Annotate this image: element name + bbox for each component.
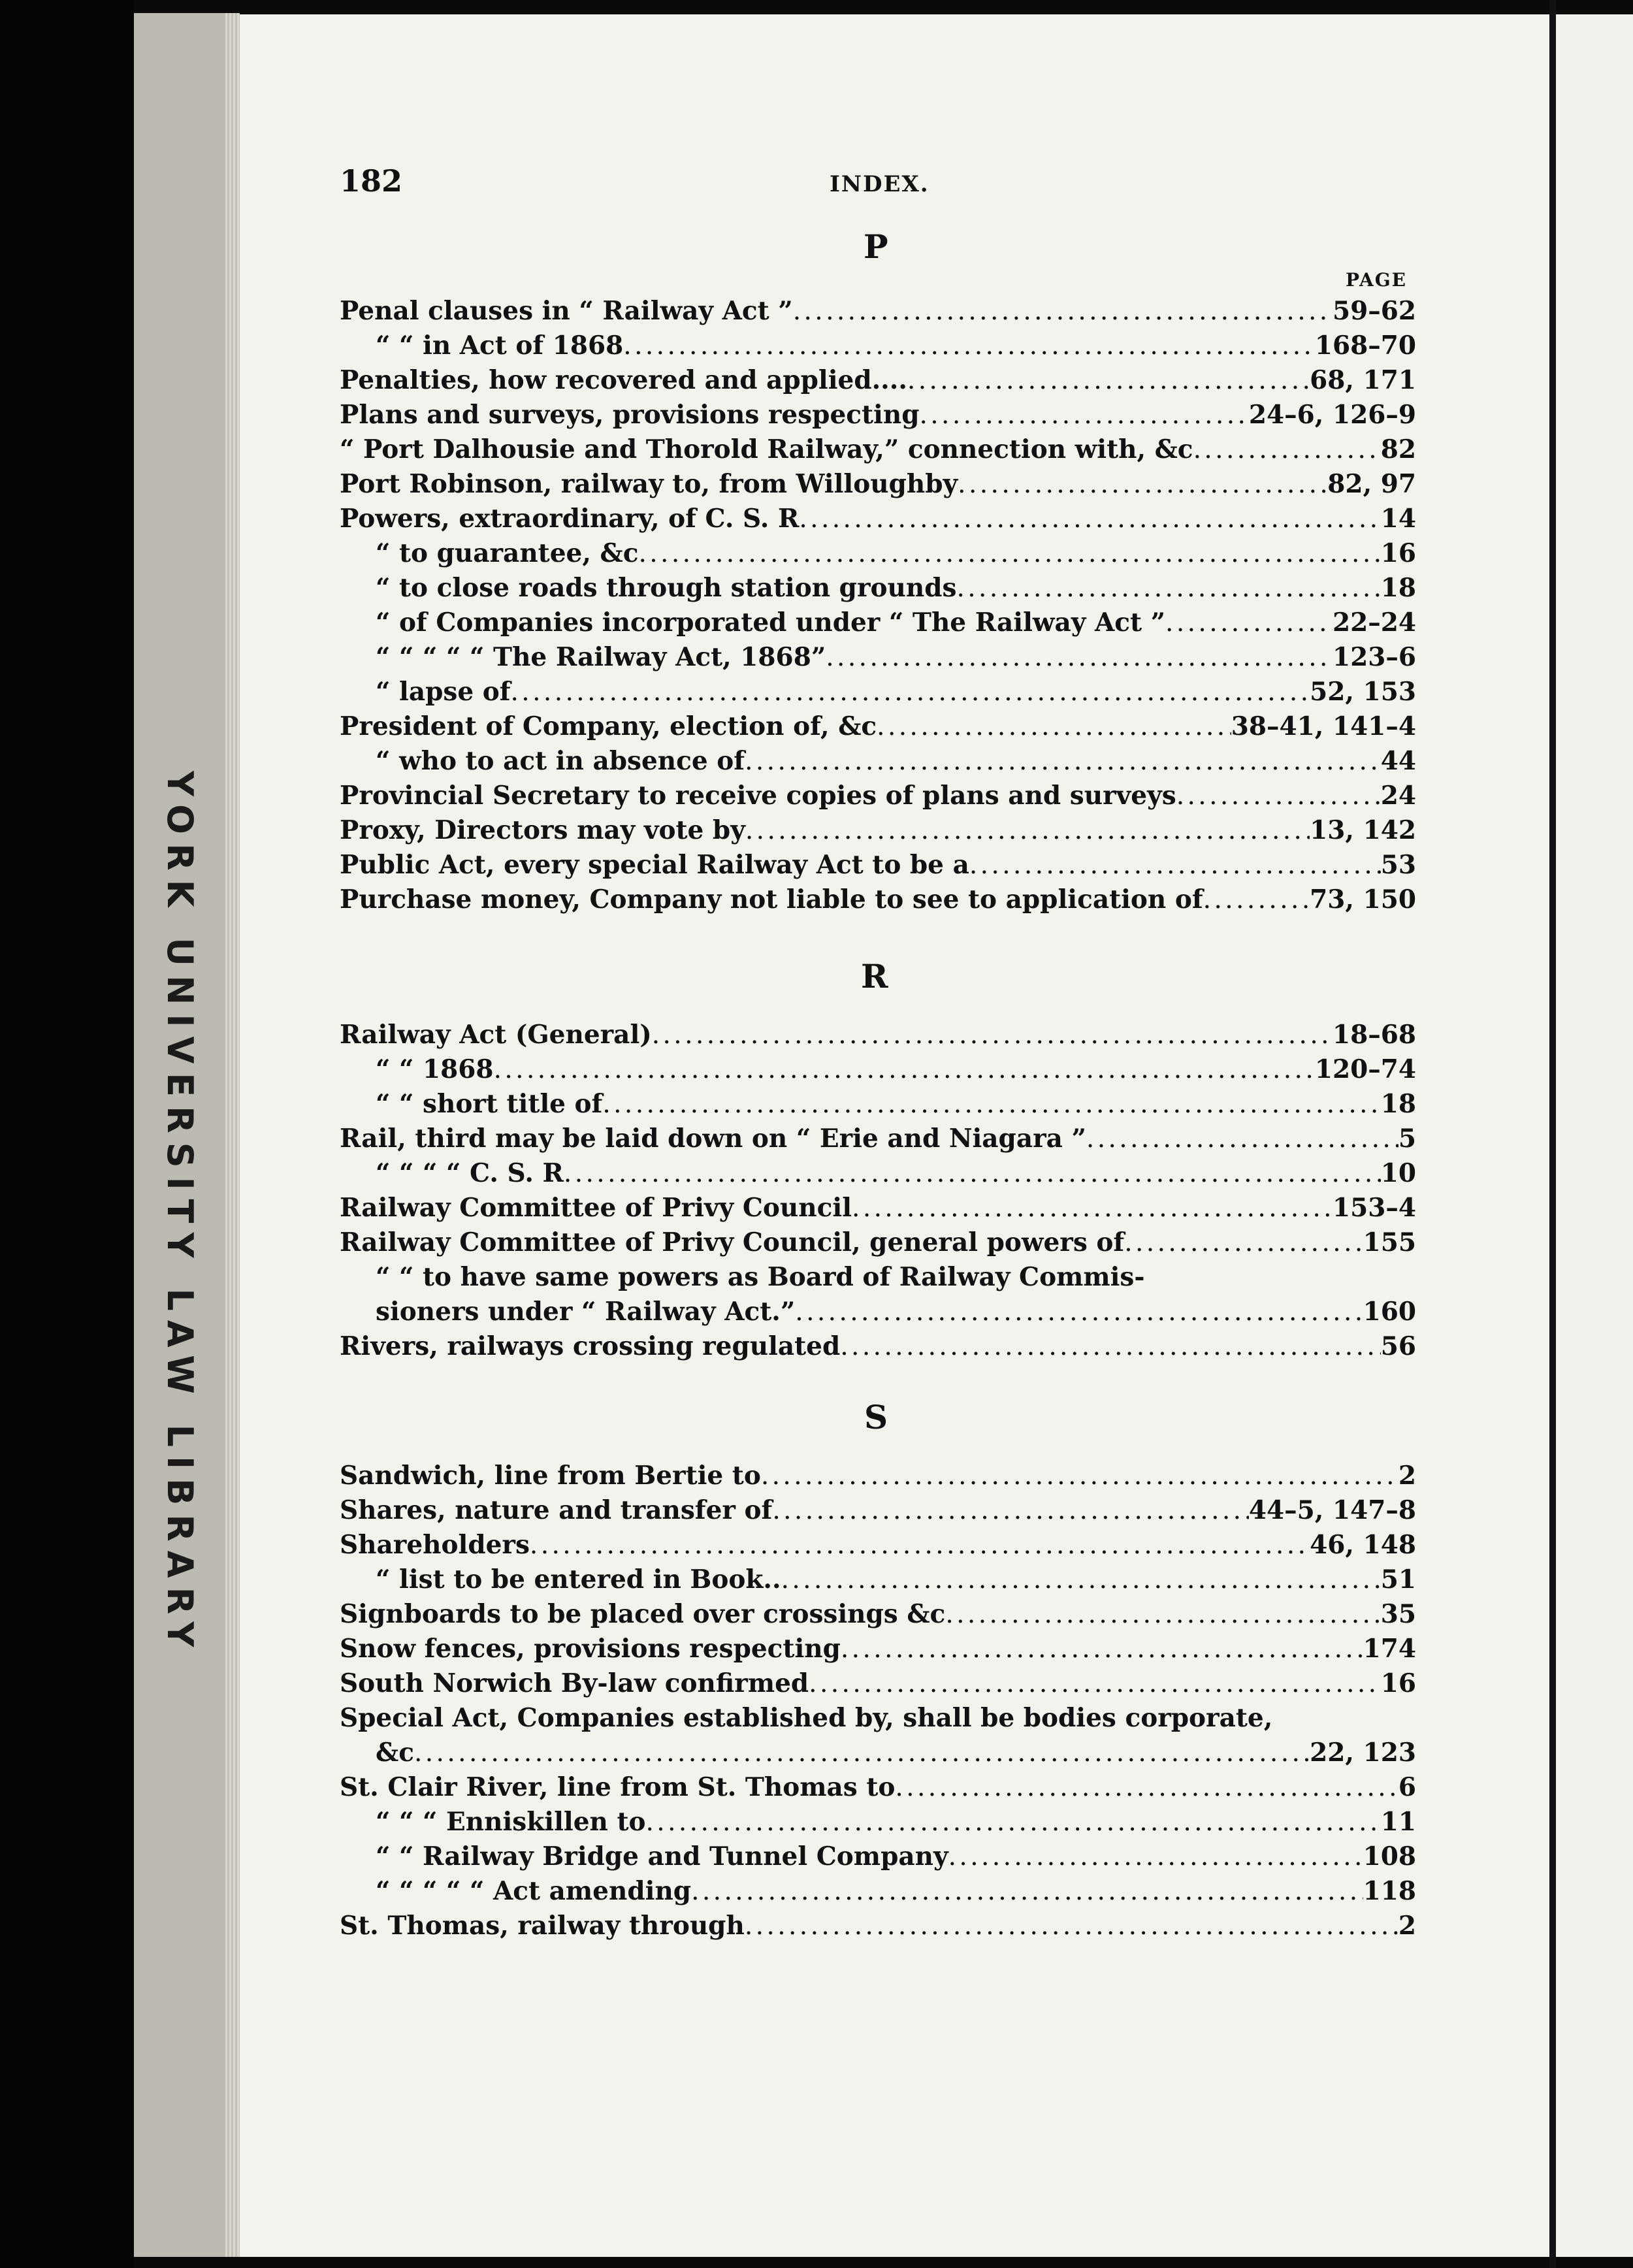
entry-pages: 108 [1363, 1841, 1416, 1871]
entry-pages: 51 [1380, 1564, 1416, 1595]
entry-title: “ list to be entered in Book.. [376, 1564, 781, 1595]
leader-dots [841, 1632, 1363, 1666]
entry-pages: 46, 148 [1310, 1530, 1416, 1560]
entry-title: “ “ “ Enniskillen to [376, 1807, 646, 1837]
index-entry [340, 1329, 1416, 1364]
entry-title: Signboards to be placed over crossings &c [340, 1599, 946, 1629]
entry-pages: 68, 171 [1310, 365, 1416, 395]
leader-dots [1203, 883, 1310, 917]
leader-dots [945, 1597, 1380, 1632]
entry-title: “ who to act in absence of [376, 746, 745, 776]
entry-pages: 52, 153 [1310, 677, 1416, 707]
index-entry [340, 571, 1416, 606]
leader-dots [852, 1191, 1333, 1225]
entry-title: &c [376, 1738, 414, 1768]
entry-title: “ “ to have same powers as Board of Railway Commis- [376, 1262, 1145, 1292]
entry-title: Special Act, Companies established by, shall be bodies corporate, [340, 1703, 1273, 1733]
entry-pages: 44 [1380, 746, 1416, 776]
entry-title: Penal clauses in “ Railway Act ” [340, 296, 793, 326]
index-entry [340, 1191, 1416, 1225]
index-entry [340, 1459, 1416, 1493]
entry-pages: 13, 142 [1310, 815, 1416, 845]
index-entry [340, 606, 1416, 640]
entry-title: Sandwich, line from Bertie to [340, 1461, 761, 1491]
entry-pages: 174 [1363, 1634, 1416, 1664]
entry-title: “ to close roads through station grounds [376, 573, 957, 603]
entry-pages: 120–74 [1314, 1054, 1416, 1084]
entry-pages: 24 [1380, 781, 1416, 811]
entry-title: Port Robinson, railway to, from Willoughby [340, 469, 958, 499]
leader-dots [1193, 432, 1381, 467]
entry-title: “ of Companies incorporated under “ The Railway Act ” [376, 608, 1166, 638]
leader-dots [969, 848, 1381, 883]
entry-pages: 2 [1398, 1911, 1416, 1941]
index-entry [340, 1909, 1416, 1943]
index-entry [340, 1701, 1416, 1736]
index-entry [340, 1528, 1416, 1563]
page-column-label: PAGE [1346, 269, 1407, 291]
scan-border-right [1549, 0, 1556, 2268]
leader-dots [652, 1018, 1333, 1052]
leader-dots [877, 709, 1231, 744]
entry-pages: 16 [1380, 1668, 1416, 1698]
index-entry [340, 1839, 1416, 1874]
index-entry [340, 467, 1416, 502]
entry-pages: 38–41, 141–4 [1231, 711, 1416, 741]
leader-dots [638, 536, 1380, 571]
index-entry [340, 1736, 1416, 1770]
index-entry [340, 1052, 1416, 1087]
index-entry [340, 1122, 1416, 1156]
leader-dots [1165, 606, 1333, 640]
entry-title: “ “ “ “ “ Act amending [376, 1876, 692, 1906]
leader-dots [511, 675, 1310, 709]
entry-pages: 123–6 [1332, 642, 1416, 672]
entry-pages: 14 [1380, 504, 1416, 534]
index-entry [340, 502, 1416, 536]
entry-pages: 22–24 [1332, 608, 1416, 638]
index-entry [340, 1666, 1416, 1701]
section-letter-p: P [864, 227, 888, 266]
entry-pages: 56 [1380, 1331, 1416, 1361]
library-stamp: YORK UNIVERSITY LAW LIBRARY [159, 771, 201, 1657]
entry-pages: 155 [1363, 1227, 1416, 1257]
leader-dots [793, 294, 1333, 329]
entry-pages: 2 [1398, 1461, 1416, 1491]
index-entry [340, 1597, 1416, 1632]
leader-dots [907, 363, 1310, 398]
leader-dots [956, 571, 1380, 606]
scan-border-left [0, 0, 134, 2268]
index-entry [340, 1156, 1416, 1191]
index-entry [340, 848, 1416, 883]
index-entry [340, 536, 1416, 571]
leader-dots [840, 1329, 1380, 1364]
leader-dots [795, 1295, 1363, 1329]
entry-pages: 53 [1380, 850, 1416, 880]
leader-dots [691, 1874, 1363, 1909]
index-entry [340, 1087, 1416, 1122]
leader-dots [745, 813, 1310, 848]
index-entry [340, 1632, 1416, 1666]
entry-title: Snow fences, provisions respecting [340, 1634, 841, 1664]
entry-title: Purchase money, Company not liable to see to application of [340, 884, 1203, 915]
index-entry [340, 1018, 1416, 1052]
page-number: 182 [340, 163, 403, 199]
entry-title: Railway Act (General) [340, 1020, 652, 1050]
leader-dots [745, 744, 1381, 779]
entry-pages: 153–4 [1332, 1193, 1416, 1223]
entry-title: “ to guarantee, &c [376, 538, 639, 568]
entry-pages: 59–62 [1332, 296, 1416, 326]
section-letter-s: S [864, 1398, 888, 1436]
entry-title: President of Company, election of, &c [340, 711, 877, 741]
leader-dots [919, 398, 1248, 432]
entry-pages: 16 [1380, 538, 1416, 568]
leader-dots [645, 1805, 1380, 1839]
entry-title: Railway Committee of Privy Council [340, 1193, 852, 1223]
leader-dots [602, 1087, 1380, 1122]
index-entry [340, 432, 1416, 467]
leader-dots [494, 1052, 1315, 1087]
index-entry [340, 640, 1416, 675]
leader-dots [414, 1736, 1310, 1770]
entry-title: “ lapse of [376, 677, 511, 707]
entry-title: “ Port Dalhousie and Thorold Railway,” connection with, &c [340, 434, 1193, 464]
leader-dots [958, 467, 1327, 502]
index-entry [340, 1805, 1416, 1839]
index-entry [340, 1563, 1416, 1597]
entry-pages: 18 [1380, 1089, 1416, 1119]
index-entry [340, 1770, 1416, 1805]
index-entry [340, 883, 1416, 917]
index-entry [340, 1295, 1416, 1329]
entry-title: Proxy, Directors may vote by [340, 815, 745, 845]
section-letter-r: R [861, 957, 888, 996]
leader-dots [809, 1666, 1381, 1701]
leader-dots [948, 1839, 1363, 1874]
scan-border-top [134, 0, 1633, 14]
leader-dots [781, 1563, 1381, 1597]
entry-title: Railway Committee of Privy Council, general powers of [340, 1227, 1125, 1257]
entry-title: Shareholders [340, 1530, 530, 1560]
leader-dots [623, 329, 1315, 363]
leader-dots [1086, 1122, 1399, 1156]
leader-dots [826, 640, 1333, 675]
page-edges [225, 13, 240, 2257]
entry-pages: 82, 97 [1327, 469, 1416, 499]
entry-pages: 11 [1380, 1807, 1416, 1837]
index-entry [340, 363, 1416, 398]
index-entry [340, 1225, 1416, 1260]
leader-dots [772, 1493, 1249, 1528]
entry-title: Provincial Secretary to receive copies of plans and surveys [340, 781, 1176, 811]
index-entry [340, 1874, 1416, 1909]
index-entry [340, 398, 1416, 432]
entry-pages: 118 [1363, 1876, 1416, 1906]
entry-title: “ “ “ “ C. S. R [376, 1158, 564, 1188]
index-entry [340, 1493, 1416, 1528]
index-entry [340, 709, 1416, 744]
entry-pages: 24–6, 126–9 [1248, 400, 1416, 430]
entry-pages: 6 [1398, 1772, 1416, 1802]
entry-title: Powers, extraordinary, of C. S. R [340, 504, 800, 534]
entry-pages: 18 [1380, 573, 1416, 603]
entry-title: Penalties, how recovered and applied.... [340, 365, 907, 395]
entry-title: St. Clair River, line from St. Thomas to [340, 1772, 896, 1802]
entry-pages: 160 [1363, 1297, 1416, 1327]
leader-dots [530, 1528, 1310, 1563]
entry-title: sioners under “ Railway Act.” [376, 1297, 796, 1327]
leader-dots [1176, 779, 1381, 813]
leader-dots [745, 1909, 1399, 1943]
entry-pages: 35 [1380, 1599, 1416, 1629]
entry-pages: 82 [1380, 434, 1416, 464]
entry-title: Plans and surveys, provisions respecting [340, 400, 920, 430]
scan-border-bottom [134, 2257, 1633, 2268]
entry-title: St. Thomas, railway through [340, 1911, 745, 1941]
entry-pages: 168–70 [1314, 331, 1416, 361]
leader-dots [564, 1156, 1381, 1191]
index-entry [340, 1260, 1416, 1295]
entry-title: Shares, nature and transfer of [340, 1495, 773, 1525]
entry-title: “ “ Railway Bridge and Tunnel Company [376, 1841, 948, 1871]
entry-pages: 5 [1398, 1124, 1416, 1154]
entry-title: Public Act, every special Railway Act to be a [340, 850, 969, 880]
entry-title: “ “ short title of [376, 1089, 603, 1119]
index-entry [340, 813, 1416, 848]
leader-dots [799, 502, 1380, 536]
entry-pages: 73, 150 [1310, 884, 1416, 915]
entry-pages: 18–68 [1332, 1020, 1416, 1050]
entry-pages: 10 [1380, 1158, 1416, 1188]
leader-dots [761, 1459, 1399, 1493]
entry-title: “ “ 1868 [376, 1054, 494, 1084]
index-entry [340, 294, 1416, 329]
entry-pages: 22, 123 [1310, 1738, 1416, 1768]
entry-title: “ “ “ “ “ The Railway Act, 1868” [376, 642, 826, 672]
index-entry [340, 675, 1416, 709]
index-entry [340, 744, 1416, 779]
entry-title: Rail, third may be laid down on “ Erie and Niagara ” [340, 1124, 1086, 1154]
entry-pages: 44–5, 147–8 [1248, 1495, 1416, 1525]
entry-title: “ “ in Act of 1868 [376, 331, 624, 361]
index-entry [340, 329, 1416, 363]
page-title: INDEX. [830, 171, 930, 197]
leader-dots [1124, 1225, 1363, 1260]
leader-dots [895, 1770, 1399, 1805]
entry-title: Rivers, railways crossing regulated [340, 1331, 841, 1361]
entry-title: South Norwich By-law confirmed [340, 1668, 809, 1698]
index-entry [340, 779, 1416, 813]
